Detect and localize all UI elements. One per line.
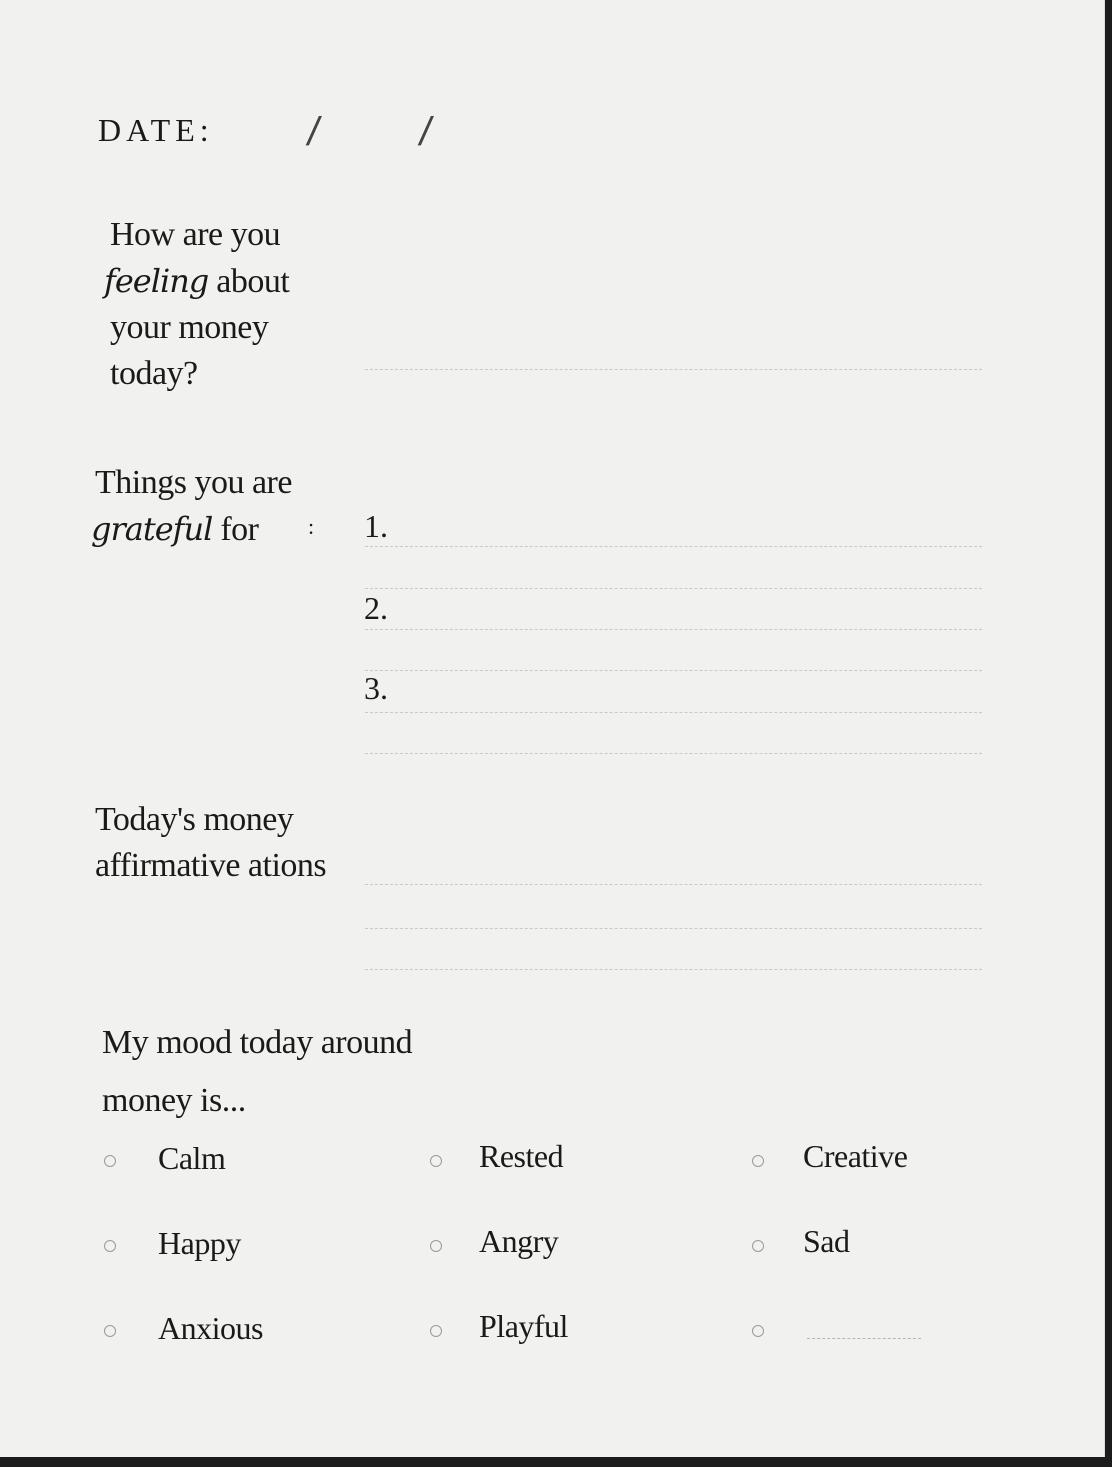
mood-option-sad[interactable]: Sad bbox=[803, 1223, 850, 1259]
mood-radio-rested[interactable] bbox=[430, 1155, 442, 1167]
grateful-item-2-number: 2. bbox=[364, 590, 388, 626]
affirmations-line-1-answer[interactable] bbox=[365, 884, 982, 885]
mood-radio-playful[interactable] bbox=[430, 1325, 442, 1337]
mood-radio-anxious[interactable] bbox=[104, 1325, 116, 1337]
grateful-question bbox=[91, 460, 292, 553]
mood-option-playful[interactable]: Playful bbox=[479, 1308, 568, 1344]
mood-radio-happy[interactable] bbox=[104, 1240, 116, 1252]
affirmations-line-2: affirmative ations bbox=[95, 847, 327, 884]
feeling-italic-word: feeling bbox=[104, 262, 209, 300]
mood-option-creative[interactable]: Creative bbox=[803, 1138, 908, 1174]
mood-radio-angry[interactable] bbox=[430, 1240, 442, 1252]
affirmations-question bbox=[95, 797, 326, 889]
feeling-line-2-rest: about bbox=[208, 263, 290, 300]
grateful-item-2-line[interactable] bbox=[365, 629, 982, 630]
grateful-line-1: Things you are bbox=[95, 464, 292, 501]
mood-option-other-blank[interactable] bbox=[807, 1338, 921, 1339]
mood-option-angry[interactable]: Angry bbox=[479, 1223, 559, 1259]
grateful-line-2-rest: for bbox=[212, 511, 259, 548]
mood-option-anxious[interactable]: Anxious bbox=[158, 1310, 263, 1346]
feeling-line-1: How are you bbox=[110, 216, 281, 253]
affirmations-line-1: Today's money bbox=[95, 801, 294, 838]
grateful-line-2 bbox=[91, 506, 292, 553]
feeling-question bbox=[104, 212, 290, 397]
grateful-italic-word: grateful bbox=[91, 510, 213, 548]
grateful-item-3-line[interactable] bbox=[365, 712, 982, 713]
grateful-item-3-line-b[interactable] bbox=[365, 753, 982, 754]
date-separator-2: / bbox=[416, 110, 436, 154]
feeling-line-2 bbox=[104, 258, 289, 305]
grateful-item-3-number: 3. bbox=[364, 670, 388, 706]
grateful-item-1-number: 1. bbox=[364, 508, 388, 544]
mood-option-rested[interactable]: Rested bbox=[479, 1138, 564, 1174]
grateful-item-1-line[interactable] bbox=[365, 546, 982, 547]
mood-option-calm[interactable]: Calm bbox=[158, 1140, 226, 1176]
date-label: DATE: bbox=[98, 112, 214, 148]
mood-option-happy[interactable]: Happy bbox=[158, 1225, 241, 1261]
grateful-item-2-line-b[interactable] bbox=[365, 670, 982, 671]
date-separator-1: / bbox=[304, 110, 324, 154]
affirmations-line-2-answer[interactable] bbox=[365, 928, 982, 929]
mood-radio-calm[interactable] bbox=[104, 1155, 116, 1167]
grateful-colon: : bbox=[308, 514, 315, 539]
feeling-answer-line[interactable] bbox=[365, 369, 982, 370]
mood-title-line-1: My mood today around bbox=[102, 1024, 413, 1061]
grateful-item-1-line-b[interactable] bbox=[365, 588, 982, 589]
mood-title-line-2: money is... bbox=[102, 1082, 246, 1119]
mood-title bbox=[102, 1014, 412, 1130]
feeling-line-4: today? bbox=[110, 355, 198, 392]
affirmations-line-3-answer[interactable] bbox=[365, 969, 982, 970]
mood-radio-creative[interactable] bbox=[752, 1155, 764, 1167]
mood-radio-sad[interactable] bbox=[752, 1240, 764, 1252]
mood-radio-other[interactable] bbox=[752, 1325, 764, 1337]
feeling-line-3: your money bbox=[110, 309, 269, 346]
